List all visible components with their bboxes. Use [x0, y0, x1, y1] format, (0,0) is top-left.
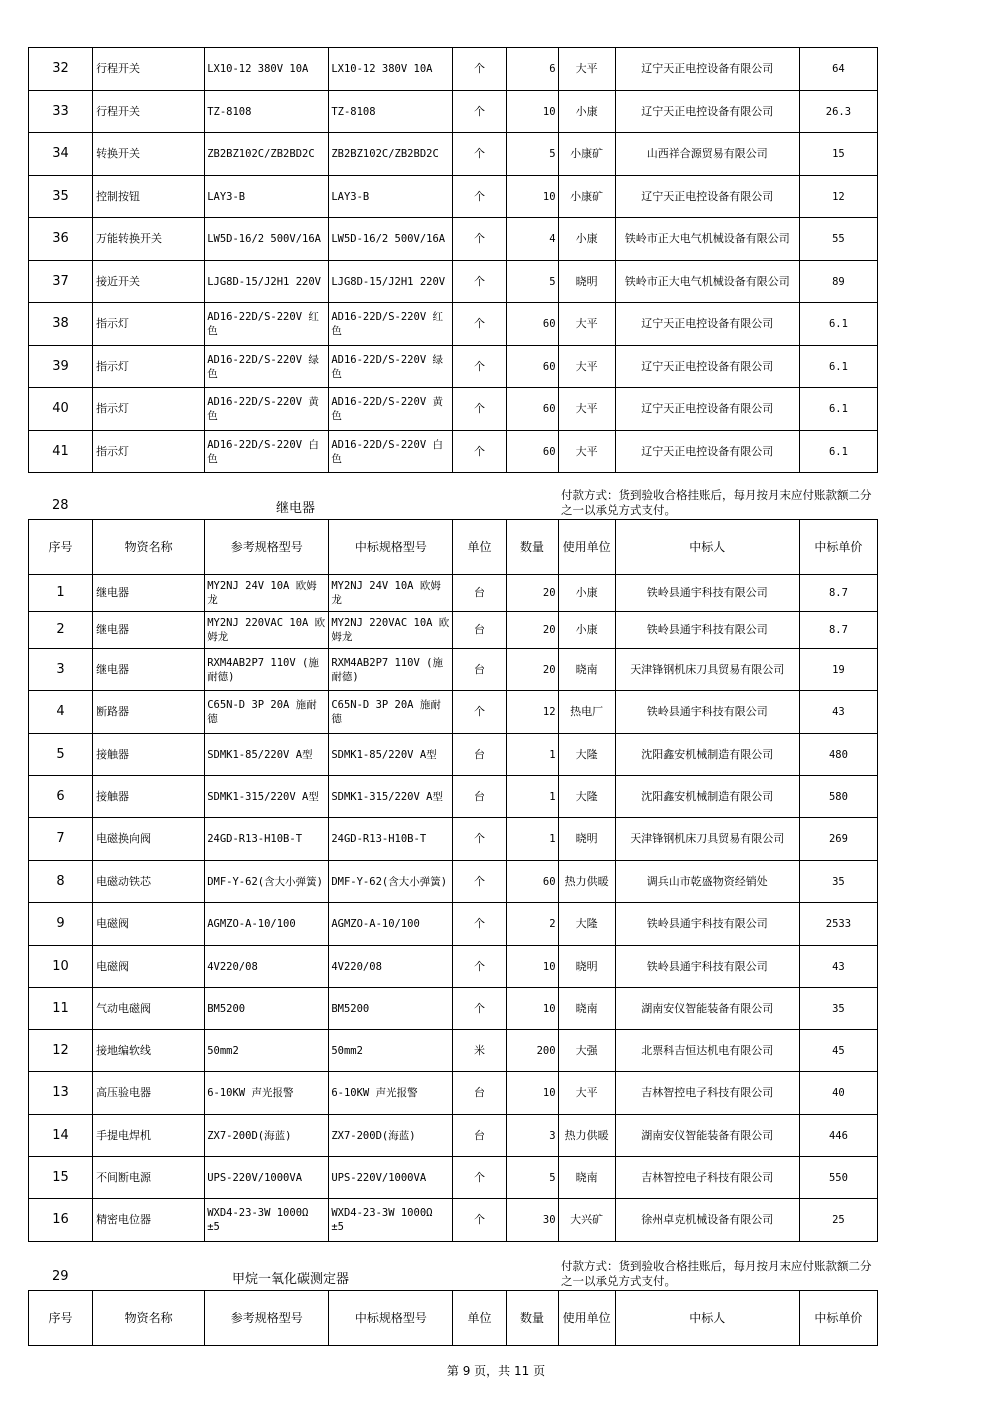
cell-user: 小康矿 — [558, 176, 615, 218]
column-header: 中标人 — [615, 1291, 799, 1346]
cell-user: 小康 — [558, 218, 615, 261]
cell-name: 接触器 — [93, 776, 205, 818]
cell-winner: 铁岭县通宇科技有限公司 — [615, 903, 799, 946]
cell-bid-spec: AD16-22D/S-220V 红色 — [329, 303, 453, 346]
cell-unit: 个 — [453, 388, 506, 431]
cell-price: 89 — [799, 261, 877, 303]
cell-price: 35 — [799, 861, 877, 903]
cell-ref-spec: LW5D-16/2 500V/16A — [205, 218, 329, 261]
cell-unit: 个 — [453, 48, 506, 91]
cell-unit: 个 — [453, 818, 506, 861]
cell-ref-spec: MY2NJ 24V 10A 欧姆龙 — [205, 575, 329, 612]
cell-winner: 辽宁天正电控设备有限公司 — [615, 346, 799, 388]
cell-bid-spec: AD16-22D/S-220V 黄色 — [329, 388, 453, 431]
cell-name: 手提电焊机 — [93, 1115, 205, 1157]
cell-index: 9 — [29, 903, 93, 946]
cell-bid-spec: AD16-22D/S-220V 绿色 — [329, 346, 453, 388]
cell-ref-spec: LAY3-B — [205, 176, 329, 218]
cell-index: 10 — [29, 946, 93, 988]
table-row — [29, 261, 878, 303]
cell-ref-spec: AD16-22D/S-220V 白色 — [205, 431, 329, 473]
cell-ref-spec: 4V220/08 — [205, 946, 329, 988]
cell-bid-spec: 50mm2 — [329, 1030, 453, 1072]
cell-name: 断路器 — [93, 691, 205, 734]
column-header: 数量 — [506, 1291, 558, 1346]
table-row — [29, 988, 878, 1030]
cell-bid-spec: 6-10KW 声光报警 — [329, 1072, 453, 1115]
cell-bid-spec: LX10-12 380V 10A — [329, 48, 453, 91]
column-header: 序号 — [29, 1291, 93, 1346]
cell-ref-spec: UPS-220V/1000VA — [205, 1157, 329, 1199]
cell-price: 6.1 — [799, 346, 877, 388]
table-relays — [28, 519, 878, 1242]
section-number: 28 — [52, 498, 69, 513]
table-row — [29, 575, 878, 612]
cell-price: 19 — [799, 649, 877, 691]
cell-index: 37 — [29, 261, 93, 303]
cell-winner: 铁岭县通宇科技有限公司 — [615, 946, 799, 988]
cell-user: 大平 — [558, 48, 615, 91]
cell-ref-spec: ZB2BZ102C/ZB2BD2C — [205, 133, 329, 176]
cell-index: 5 — [29, 734, 93, 776]
cell-winner: 铁岭市正大电气机械设备有限公司 — [615, 218, 799, 261]
column-header: 物资名称 — [93, 520, 205, 575]
cell-user: 晓明 — [558, 261, 615, 303]
cell-price: 25 — [799, 1199, 877, 1242]
cell-name: 不间断电源 — [93, 1157, 205, 1199]
cell-winner: 湖南安仪智能装备有限公司 — [615, 988, 799, 1030]
cell-quantity: 12 — [506, 691, 558, 734]
cell-price: 480 — [799, 734, 877, 776]
cell-bid-spec: C65N-D 3P 20A 施耐德 — [329, 691, 453, 734]
cell-winner: 辽宁天正电控设备有限公司 — [615, 91, 799, 133]
cell-name: 电磁阀 — [93, 903, 205, 946]
page-footer: 第 9 页，共 11 页 — [446, 1364, 546, 1378]
cell-unit: 个 — [453, 176, 506, 218]
table-row — [29, 691, 878, 734]
column-header: 单位 — [453, 1291, 506, 1346]
table-row — [29, 1115, 878, 1157]
table-row — [29, 861, 878, 903]
cell-index: 12 — [29, 1030, 93, 1072]
cell-quantity: 60 — [506, 861, 558, 903]
cell-ref-spec: AD16-22D/S-220V 红色 — [205, 303, 329, 346]
cell-price: 269 — [799, 818, 877, 861]
cell-user: 热力供暖 — [558, 1115, 615, 1157]
column-header: 中标单价 — [799, 520, 877, 575]
cell-price: 8.7 — [799, 575, 877, 612]
cell-winner: 铁岭市正大电气机械设备有限公司 — [615, 261, 799, 303]
cell-name: 继电器 — [93, 649, 205, 691]
cell-ref-spec: MY2NJ 220VAC 10A 欧姆龙 — [205, 612, 329, 649]
cell-index: 41 — [29, 431, 93, 473]
table-row — [29, 1199, 878, 1242]
cell-bid-spec: LW5D-16/2 500V/16A — [329, 218, 453, 261]
cell-ref-spec: WXD4-23-3W 1000Ω ±5 — [205, 1199, 329, 1242]
cell-bid-spec: UPS-220V/1000VA — [329, 1157, 453, 1199]
cell-bid-spec: MY2NJ 220VAC 10A 欧姆龙 — [329, 612, 453, 649]
cell-quantity: 1 — [506, 776, 558, 818]
table-row — [29, 1030, 878, 1072]
cell-unit: 台 — [453, 575, 506, 612]
cell-winner: 辽宁天正电控设备有限公司 — [615, 48, 799, 91]
cell-winner: 辽宁天正电控设备有限公司 — [615, 176, 799, 218]
cell-price: 43 — [799, 691, 877, 734]
column-header: 中标单价 — [799, 1291, 877, 1346]
cell-index: 1 — [29, 575, 93, 612]
cell-quantity: 1 — [506, 734, 558, 776]
cell-quantity: 1 — [506, 818, 558, 861]
cell-index: 16 — [29, 1199, 93, 1242]
column-header: 使用单位 — [558, 520, 615, 575]
cell-quantity: 60 — [506, 431, 558, 473]
cell-ref-spec: 50mm2 — [205, 1030, 329, 1072]
cell-price: 55 — [799, 218, 877, 261]
cell-price: 8.7 — [799, 612, 877, 649]
cell-user: 大隆 — [558, 734, 615, 776]
cell-unit: 个 — [453, 691, 506, 734]
cell-unit: 台 — [453, 649, 506, 691]
cell-quantity: 10 — [506, 946, 558, 988]
cell-quantity: 20 — [506, 612, 558, 649]
cell-name: 接近开关 — [93, 261, 205, 303]
cell-bid-spec: MY2NJ 24V 10A 欧姆龙 — [329, 575, 453, 612]
column-header: 序号 — [29, 520, 93, 575]
cell-quantity: 5 — [506, 133, 558, 176]
cell-name: 接触器 — [93, 734, 205, 776]
cell-price: 6.1 — [799, 431, 877, 473]
cell-bid-spec: AD16-22D/S-220V 白色 — [329, 431, 453, 473]
cell-unit: 台 — [453, 612, 506, 649]
cell-user: 小康 — [558, 612, 615, 649]
cell-user: 大平 — [558, 346, 615, 388]
cell-unit: 台 — [453, 1115, 506, 1157]
cell-price: 550 — [799, 1157, 877, 1199]
cell-unit: 个 — [453, 861, 506, 903]
cell-quantity: 4 — [506, 218, 558, 261]
cell-winner: 铁岭县通宇科技有限公司 — [615, 691, 799, 734]
cell-price: 446 — [799, 1115, 877, 1157]
cell-quantity: 5 — [506, 261, 558, 303]
cell-price: 43 — [799, 946, 877, 988]
table-row — [29, 346, 878, 388]
cell-winner: 铁岭县通宇科技有限公司 — [615, 612, 799, 649]
cell-user: 大平 — [558, 388, 615, 431]
cell-ref-spec: RXM4AB2P7 110V (施耐德) — [205, 649, 329, 691]
cell-name: 行程开关 — [93, 91, 205, 133]
cell-unit: 台 — [453, 776, 506, 818]
cell-user: 小康 — [558, 91, 615, 133]
cell-price: 6.1 — [799, 303, 877, 346]
cell-name: 电磁阀 — [93, 946, 205, 988]
column-header: 使用单位 — [558, 1291, 615, 1346]
cell-bid-spec: BM5200 — [329, 988, 453, 1030]
cell-price: 6.1 — [799, 388, 877, 431]
table-row — [29, 91, 878, 133]
cell-name: 气动电磁阀 — [93, 988, 205, 1030]
cell-bid-spec: SDMK1-315/220V A型 — [329, 776, 453, 818]
cell-name: 控制按钮 — [93, 176, 205, 218]
table-row — [29, 176, 878, 218]
cell-user: 大隆 — [558, 903, 615, 946]
cell-ref-spec: TZ-8108 — [205, 91, 329, 133]
column-header: 参考规格型号 — [205, 520, 329, 575]
cell-name: 指示灯 — [93, 303, 205, 346]
cell-unit: 个 — [453, 988, 506, 1030]
column-header: 数量 — [506, 520, 558, 575]
cell-index: 6 — [29, 776, 93, 818]
cell-winner: 辽宁天正电控设备有限公司 — [615, 388, 799, 431]
cell-ref-spec: ZX7-200D(海蓝) — [205, 1115, 329, 1157]
cell-index: 38 — [29, 303, 93, 346]
cell-user: 大强 — [558, 1030, 615, 1072]
cell-user: 小康 — [558, 575, 615, 612]
cell-name: 转换开关 — [93, 133, 205, 176]
table-header-row — [29, 1291, 878, 1346]
column-header: 中标规格型号 — [329, 520, 453, 575]
cell-quantity: 60 — [506, 346, 558, 388]
cell-price: 2533 — [799, 903, 877, 946]
cell-index: 33 — [29, 91, 93, 133]
table-row — [29, 818, 878, 861]
column-header: 中标规格型号 — [329, 1291, 453, 1346]
cell-winner: 天津锋钢机床刀具贸易有限公司 — [615, 818, 799, 861]
cell-user: 晓南 — [558, 988, 615, 1030]
cell-user: 晓明 — [558, 818, 615, 861]
cell-user: 大兴矿 — [558, 1199, 615, 1242]
cell-bid-spec: 24GD-R13-H10B-T — [329, 818, 453, 861]
column-header: 物资名称 — [93, 1291, 205, 1346]
cell-unit: 个 — [453, 946, 506, 988]
cell-bid-spec: AGMZO-A-10/100 — [329, 903, 453, 946]
table-row — [29, 431, 878, 473]
cell-winner: 辽宁天正电控设备有限公司 — [615, 303, 799, 346]
cell-price: 64 — [799, 48, 877, 91]
cell-name: 行程开关 — [93, 48, 205, 91]
table-row — [29, 303, 878, 346]
cell-bid-spec: ZX7-200D(海蓝) — [329, 1115, 453, 1157]
cell-index: 13 — [29, 1072, 93, 1115]
column-header: 参考规格型号 — [205, 1291, 329, 1346]
cell-quantity: 3 — [506, 1115, 558, 1157]
cell-winner: 北票科吉恒达机电有限公司 — [615, 1030, 799, 1072]
table-row — [29, 649, 878, 691]
cell-price: 45 — [799, 1030, 877, 1072]
cell-name: 指示灯 — [93, 388, 205, 431]
table-row — [29, 734, 878, 776]
table-header-row — [29, 520, 878, 575]
cell-ref-spec: AD16-22D/S-220V 黄色 — [205, 388, 329, 431]
cell-ref-spec: LJG8D-15/J2H1 220V — [205, 261, 329, 303]
cell-index: 40 — [29, 388, 93, 431]
section-number: 29 — [52, 1269, 69, 1284]
cell-user: 热力供暖 — [558, 861, 615, 903]
cell-ref-spec: DMF-Y-62(含大小弹簧) — [205, 861, 329, 903]
cell-unit: 米 — [453, 1030, 506, 1072]
cell-name: 继电器 — [93, 575, 205, 612]
cell-quantity: 2 — [506, 903, 558, 946]
cell-ref-spec: 6-10KW 声光报警 — [205, 1072, 329, 1115]
cell-winner: 徐州卓克机械设备有限公司 — [615, 1199, 799, 1242]
column-header: 单位 — [453, 520, 506, 575]
cell-quantity: 20 — [506, 575, 558, 612]
cell-index: 11 — [29, 988, 93, 1030]
cell-winner: 铁岭县通宇科技有限公司 — [615, 575, 799, 612]
table-row — [29, 946, 878, 988]
cell-winner: 吉林智控电子科技有限公司 — [615, 1072, 799, 1115]
cell-unit: 个 — [453, 1199, 506, 1242]
cell-ref-spec: SDMK1-315/220V A型 — [205, 776, 329, 818]
table-row — [29, 903, 878, 946]
cell-quantity: 5 — [506, 1157, 558, 1199]
cell-winner: 天津锋钢机床刀具贸易有限公司 — [615, 649, 799, 691]
cell-index: 3 — [29, 649, 93, 691]
cell-winner: 沈阳鑫安机械制造有限公司 — [615, 734, 799, 776]
cell-winner: 吉林智控电子科技有限公司 — [615, 1157, 799, 1199]
cell-index: 34 — [29, 133, 93, 176]
payment-terms: 付款方式：货到验收合格挂账后，每月按月末应付账款额二分之一以承兑方式支付。 — [561, 488, 872, 517]
cell-quantity: 6 — [506, 48, 558, 91]
cell-index: 14 — [29, 1115, 93, 1157]
cell-user: 晓南 — [558, 649, 615, 691]
cell-index: 4 — [29, 691, 93, 734]
payment-terms: 付款方式：货到验收合格挂账后，每月按月末应付账款额二分之一以承兑方式支付。 — [561, 1259, 872, 1288]
cell-name: 继电器 — [93, 612, 205, 649]
table-row — [29, 48, 878, 91]
cell-price: 15 — [799, 133, 877, 176]
cell-user: 晓明 — [558, 946, 615, 988]
section-title: 继电器 — [276, 501, 316, 516]
cell-bid-spec: RXM4AB2P7 110V (施耐德) — [329, 649, 453, 691]
cell-ref-spec: AD16-22D/S-220V 绿色 — [205, 346, 329, 388]
cell-quantity: 200 — [506, 1030, 558, 1072]
table-row — [29, 612, 878, 649]
cell-unit: 个 — [453, 218, 506, 261]
cell-unit: 个 — [453, 133, 506, 176]
cell-quantity: 30 — [506, 1199, 558, 1242]
cell-index: 15 — [29, 1157, 93, 1199]
cell-price: 40 — [799, 1072, 877, 1115]
cell-index: 36 — [29, 218, 93, 261]
cell-winner: 调兵山市乾盛物资经销处 — [615, 861, 799, 903]
cell-user: 大平 — [558, 1072, 615, 1115]
cell-name: 高压验电器 — [93, 1072, 205, 1115]
table-continued — [28, 47, 878, 473]
cell-winner: 湖南安仪智能装备有限公司 — [615, 1115, 799, 1157]
cell-price: 12 — [799, 176, 877, 218]
cell-ref-spec: LX10-12 380V 10A — [205, 48, 329, 91]
cell-ref-spec: AGMZO-A-10/100 — [205, 903, 329, 946]
cell-bid-spec: WXD4-23-3W 1000Ω ±5 — [329, 1199, 453, 1242]
cell-quantity: 10 — [506, 176, 558, 218]
cell-unit: 个 — [453, 91, 506, 133]
table-row — [29, 776, 878, 818]
cell-user: 热电厂 — [558, 691, 615, 734]
table-row — [29, 1072, 878, 1115]
cell-bid-spec: LAY3-B — [329, 176, 453, 218]
cell-bid-spec: DMF-Y-62(含大小弹簧) — [329, 861, 453, 903]
cell-ref-spec: BM5200 — [205, 988, 329, 1030]
cell-unit: 台 — [453, 734, 506, 776]
cell-unit: 个 — [453, 431, 506, 473]
cell-quantity: 20 — [506, 649, 558, 691]
cell-user: 大隆 — [558, 776, 615, 818]
table-row — [29, 133, 878, 176]
cell-bid-spec: TZ-8108 — [329, 91, 453, 133]
cell-quantity: 10 — [506, 1072, 558, 1115]
cell-winner: 辽宁天正电控设备有限公司 — [615, 431, 799, 473]
cell-winner: 沈阳鑫安机械制造有限公司 — [615, 776, 799, 818]
cell-unit: 个 — [453, 346, 506, 388]
cell-unit: 个 — [453, 261, 506, 303]
cell-bid-spec: LJG8D-15/J2H1 220V — [329, 261, 453, 303]
cell-quantity: 10 — [506, 988, 558, 1030]
table-row — [29, 388, 878, 431]
table-methane — [28, 1290, 878, 1346]
cell-name: 指示灯 — [93, 431, 205, 473]
table-row — [29, 1157, 878, 1199]
table-row — [29, 218, 878, 261]
cell-unit: 台 — [453, 1072, 506, 1115]
cell-quantity: 60 — [506, 303, 558, 346]
cell-bid-spec: 4V220/08 — [329, 946, 453, 988]
cell-quantity: 60 — [506, 388, 558, 431]
column-header: 中标人 — [615, 520, 799, 575]
cell-ref-spec: SDMK1-85/220V A型 — [205, 734, 329, 776]
cell-name: 精密电位器 — [93, 1199, 205, 1242]
cell-price: 35 — [799, 988, 877, 1030]
cell-index: 39 — [29, 346, 93, 388]
cell-unit: 个 — [453, 1157, 506, 1199]
cell-name: 电磁动铁芯 — [93, 861, 205, 903]
cell-name: 指示灯 — [93, 346, 205, 388]
cell-quantity: 10 — [506, 91, 558, 133]
cell-price: 580 — [799, 776, 877, 818]
section-title: 甲烷一氧化碳测定器 — [232, 1272, 350, 1287]
cell-user: 小康矿 — [558, 133, 615, 176]
cell-unit: 个 — [453, 903, 506, 946]
cell-name: 电磁换向阀 — [93, 818, 205, 861]
cell-index: 2 — [29, 612, 93, 649]
cell-name: 万能转换开关 — [93, 218, 205, 261]
cell-index: 32 — [29, 48, 93, 91]
cell-index: 8 — [29, 861, 93, 903]
cell-ref-spec: C65N-D 3P 20A 施耐德 — [205, 691, 329, 734]
cell-ref-spec: 24GD-R13-H10B-T — [205, 818, 329, 861]
cell-user: 晓南 — [558, 1157, 615, 1199]
cell-name: 接地编软线 — [93, 1030, 205, 1072]
cell-unit: 个 — [453, 303, 506, 346]
cell-winner: 山西祥合源贸易有限公司 — [615, 133, 799, 176]
cell-index: 35 — [29, 176, 93, 218]
cell-index: 7 — [29, 818, 93, 861]
cell-bid-spec: SDMK1-85/220V A型 — [329, 734, 453, 776]
cell-price: 26.3 — [799, 91, 877, 133]
cell-bid-spec: ZB2BZ102C/ZB2BD2C — [329, 133, 453, 176]
cell-user: 大平 — [558, 303, 615, 346]
cell-user: 大平 — [558, 431, 615, 473]
